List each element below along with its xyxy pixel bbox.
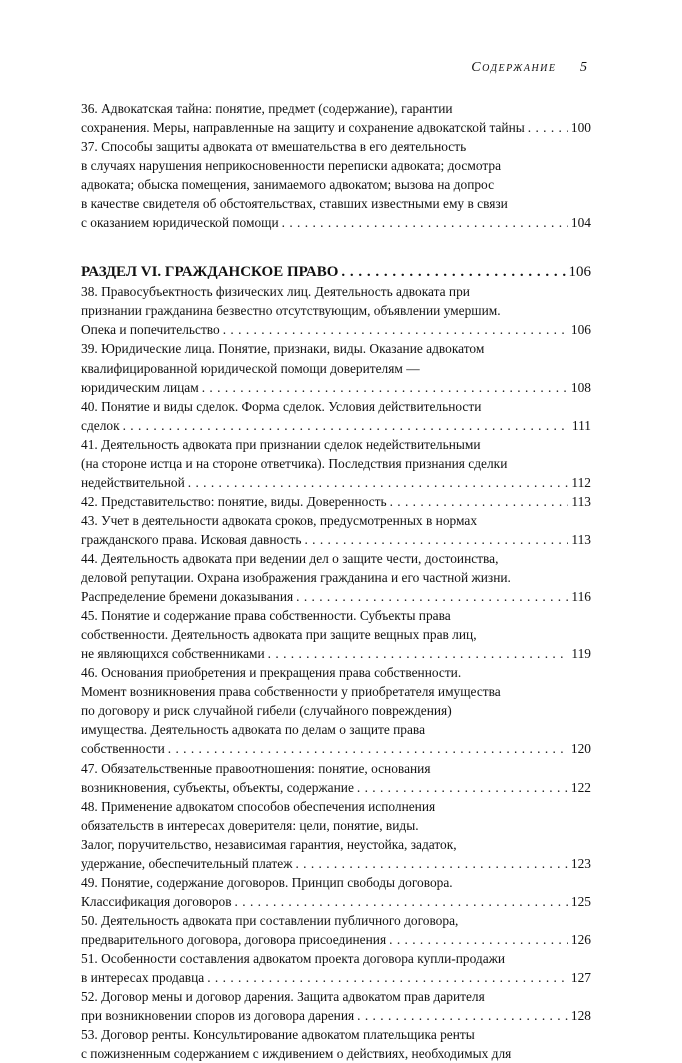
toc-entry-text: адвоката; обыска помещения, занимаемого адвокатом; вызова на допрос [81, 177, 495, 193]
dot-leader [296, 587, 568, 606]
toc-page-number: 106 [570, 322, 591, 338]
toc-entry-text: 50. Деятельность адвоката при составлении публичного договора, [81, 912, 459, 928]
section-page-number: 106 [568, 264, 591, 281]
toc-entry-line [81, 797, 591, 816]
table-of-contents [81, 99, 591, 1063]
toc-entry-line [81, 416, 591, 435]
toc-page-number: 126 [570, 931, 591, 947]
dot-leader [528, 118, 568, 137]
toc-page-number: 128 [570, 1008, 591, 1024]
toc-entry-text: 41. Деятельность адвоката при признании сделок недействительными [81, 436, 481, 452]
toc-entry-text: гражданского права. Исковая давность [81, 531, 302, 547]
toc-entry[interactable] [81, 397, 591, 435]
toc-entry-line [81, 492, 591, 511]
dot-leader [357, 778, 568, 797]
toc-entry-text: 38. Правосубъектность физических лиц. Деятельность адвоката при [81, 284, 470, 300]
toc-entry-line [81, 701, 591, 720]
toc-entry[interactable] [81, 797, 591, 873]
toc-page-number: 125 [570, 893, 591, 909]
toc-entry-text: в интересах продавца [81, 970, 205, 986]
header-page-number: 5 [580, 60, 587, 75]
dot-leader [207, 968, 568, 987]
toc-entry-text: 37. Способы защиты адвоката от вмешательства в его деятельность [81, 139, 467, 155]
toc-entry-line [81, 473, 591, 492]
toc-entry-text: имущества. Деятельность адвоката по делам о защите права [81, 722, 426, 738]
toc-entry-line [81, 378, 591, 397]
toc-entry-line [81, 606, 591, 625]
toc-entry-text: 40. Понятие и виды сделок. Форма сделок. Условия действительности [81, 398, 482, 414]
toc-entry-line [81, 644, 591, 663]
toc-entry-text: с оказанием юридической помощи [81, 215, 279, 231]
toc-entry[interactable] [81, 1025, 591, 1063]
toc-entry-line [81, 778, 591, 797]
toc-page-number: 108 [570, 379, 591, 395]
toc-page-number: 119 [571, 646, 591, 662]
dot-leader [282, 213, 568, 232]
toc-entry-text: возникновения, субъекты, объекты, содержание [81, 779, 354, 795]
toc-entry-text: 47. Обязательственные правоотношения: понятие, основания [81, 760, 431, 776]
toc-entry-line [81, 454, 591, 473]
toc-entry[interactable] [81, 339, 591, 396]
dot-leader [235, 892, 568, 911]
toc-entry-line [81, 759, 591, 778]
toc-entry[interactable] [81, 663, 591, 758]
toc-entry-text: 51. Особенности составления адвокатом проекта договора купли-продажи [81, 950, 506, 966]
toc-entry-line [81, 194, 591, 213]
toc-entry-line [81, 175, 591, 194]
section-heading[interactable] [81, 262, 591, 282]
toc-entry-line [81, 625, 591, 644]
toc-entry-line [81, 587, 591, 606]
toc-entry-line [81, 1025, 591, 1044]
toc-page-number: 104 [570, 215, 591, 231]
toc-entry-line [81, 911, 591, 930]
toc-entry-text: 53. Договор ренты. Консультирование адвокатом плательщика ренты [81, 1027, 475, 1043]
toc-entry-text: (на стороне истца и на стороне ответчика). Последствия признания сделки [81, 455, 508, 471]
toc-entry-text: 36. Адвокатская тайна: понятие, предмет (содержание), гарантии [81, 101, 453, 116]
toc-entry[interactable] [81, 911, 591, 949]
toc-entry-line [81, 435, 591, 454]
toc-entry[interactable] [81, 606, 591, 663]
toc-entry-text: Залог, поручительство, независимая гарантия, неустойка, задаток, [81, 836, 457, 852]
toc-entry-text: собственности [81, 741, 165, 757]
toc-entry-text: Момент возникновения права собственности у приобретателя имущества [81, 684, 501, 700]
toc-entry-text: квалифицированной юридической помощи доверителям — [81, 360, 420, 376]
toc-entry-text: Классификация договоров [81, 893, 232, 909]
toc-entry-text: 43. Учет в деятельности адвоката сроков, предусмотренных в нормах [81, 512, 478, 528]
toc-entry-line [81, 511, 591, 530]
toc-entry[interactable] [81, 949, 591, 987]
section-title: РАЗДЕЛ VI. ГРАЖДАНСКОЕ ПРАВО [81, 264, 339, 281]
toc-entry-line [81, 873, 591, 892]
toc-page-number: 111 [571, 417, 591, 433]
toc-entry-line [81, 359, 591, 378]
toc-entry[interactable] [81, 99, 591, 137]
toc-entry[interactable] [81, 987, 591, 1025]
toc-entry[interactable] [81, 137, 591, 232]
toc-entry-line [81, 816, 591, 835]
toc-entry-text: юридическим лицам [81, 379, 199, 395]
toc-entry[interactable] [81, 492, 591, 511]
header-title: Содержание [471, 60, 557, 75]
toc-page-number: 116 [571, 589, 591, 605]
toc-entry-text: сохранения. Меры, направленные на защиту и сохранение адвокатской тайны [81, 120, 525, 136]
toc-entry[interactable] [81, 435, 591, 492]
toc-entry[interactable] [81, 873, 591, 911]
dot-leader [390, 492, 569, 511]
toc-entry-text: 52. Договор мены и договор дарения. Защита адвокатом прав дарителя [81, 989, 485, 1005]
toc-page-number: 122 [570, 779, 591, 795]
toc-entry-text: 44. Деятельность адвоката при ведении дел о защите чести, достоинства, [81, 550, 499, 566]
toc-entry-line [81, 99, 591, 118]
toc-entry-line [81, 156, 591, 175]
toc-entry-line [81, 739, 591, 758]
toc-entry[interactable] [81, 549, 591, 606]
toc-page-number: 112 [571, 474, 591, 490]
toc-entry-text: 46. Основания приобретения и прекращения права собственности. [81, 665, 462, 681]
toc-entry-line [81, 568, 591, 587]
toc-entry-text: в случаях нарушения неприкосновенности переписки адвоката; досмотра [81, 158, 502, 174]
toc-entry-text: недействительной [81, 474, 185, 490]
toc-entry[interactable] [81, 759, 591, 797]
toc-entry-text: 39. Юридические лица. Понятие, признаки, виды. Оказание адвокатом [81, 341, 485, 357]
dot-leader [202, 378, 568, 397]
toc-entry-line [81, 968, 591, 987]
toc-entry-line [81, 530, 591, 549]
toc-entry-text: по договору и риск случайной гибели (случайного повреждения) [81, 703, 452, 719]
toc-entry-line [81, 949, 591, 968]
toc-entry-text: 49. Понятие, содержание договоров. Принцип свободы договора. [81, 874, 453, 890]
toc-entry-text: деловой репутации. Охрана изображения гражданина и его частной жизни. [81, 570, 511, 586]
toc-entry-line [81, 892, 591, 911]
toc-entry-line [81, 1006, 591, 1025]
dot-leader [357, 1006, 568, 1025]
dot-leader [304, 530, 568, 549]
toc-entry-text: Распределение бремени доказывания [81, 589, 294, 605]
running-header [471, 60, 587, 76]
toc-entry-line [81, 854, 591, 873]
toc-page-number: 100 [570, 120, 591, 136]
toc-entry-line [81, 397, 591, 416]
toc-entry[interactable] [81, 511, 591, 549]
toc-entry-text: с пожизненным содержанием с иждивением о действиях, необходимых для [81, 1046, 512, 1062]
toc-entry-line [81, 213, 591, 232]
dot-leader [341, 262, 565, 282]
dot-leader [123, 416, 569, 435]
dot-leader [223, 320, 568, 339]
toc-entry-line [81, 549, 591, 568]
toc-entry-line [81, 663, 591, 682]
toc-entry-text: 48. Применение адвокатом способов обеспечения исполнения [81, 798, 436, 814]
toc-entry-text: предварительного договора, договора присоединения [81, 931, 387, 947]
toc-entry-text: удержание, обеспечительный платеж [81, 855, 293, 871]
toc-entry-line [81, 320, 591, 339]
toc-entry-line [81, 282, 591, 301]
toc-page-number: 113 [571, 493, 591, 509]
toc-entry-text: обязательств в интересах доверителя: цели, понятие, виды. [81, 817, 419, 833]
toc-entry-text: сделок [81, 417, 120, 433]
toc-entry-line [81, 339, 591, 358]
toc-entry-text: 45. Понятие и содержание права собственности. Субъекты права [81, 608, 451, 624]
toc-entry-text: не являющихся собственниками [81, 646, 265, 662]
toc-entry-line [81, 987, 591, 1006]
toc-entry-line [81, 137, 591, 156]
toc-entry-text: собственности. Деятельность адвоката при защите вещных прав лиц, [81, 627, 477, 643]
toc-page-number: 123 [570, 855, 591, 871]
toc-entry-line [81, 835, 591, 854]
toc-page-number: 120 [570, 741, 591, 757]
toc-entry-text: Опека и попечительство [81, 322, 220, 338]
dot-leader [168, 739, 568, 758]
toc-entry-line [81, 682, 591, 701]
toc-entry-line [81, 930, 591, 949]
dot-leader [268, 644, 569, 663]
dot-leader [389, 930, 568, 949]
toc-entry-text: признании гражданина безвестно отсутствующим, объявлении умершим. [81, 303, 501, 319]
toc-entry-line [81, 118, 591, 137]
dot-leader [188, 473, 569, 492]
toc-entry[interactable] [81, 282, 591, 339]
toc-page-number: 113 [571, 531, 591, 547]
toc-entry-line [81, 1044, 591, 1063]
dot-leader [295, 854, 567, 873]
toc-entry-line [81, 301, 591, 320]
toc-entry-text: 42. Представительство: понятие, виды. Доверенность [81, 493, 387, 509]
toc-entry-line [81, 720, 591, 739]
toc-entry-text: в качестве свидетеля об обстоятельствах, ставших известными ему в связи [81, 196, 508, 212]
toc-entry-text: при возникновении споров из договора дарения [81, 1008, 355, 1024]
toc-page-number: 127 [570, 970, 591, 986]
